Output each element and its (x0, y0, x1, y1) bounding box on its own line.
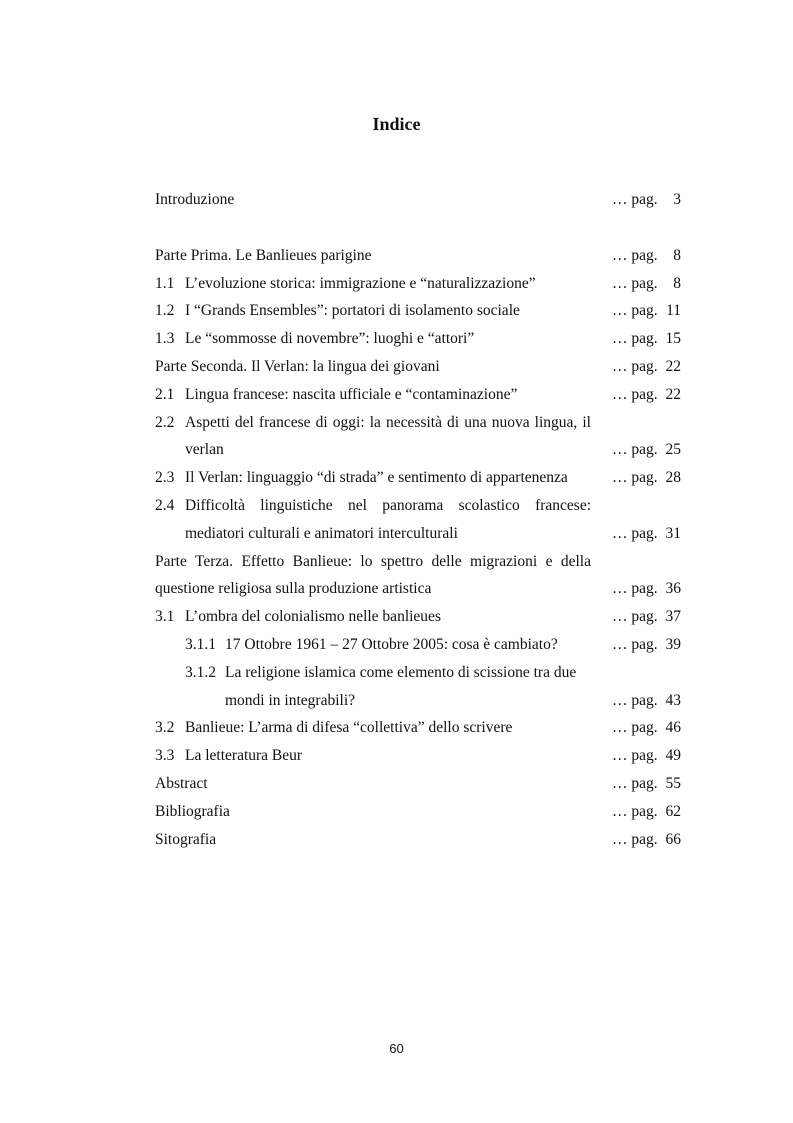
toc-entry-number: 3.3 (155, 747, 175, 765)
toc-entry-number: 2.2 (155, 413, 175, 431)
toc-entry-title: questione religiosa sulla produzione artistica (155, 580, 432, 598)
toc-entry (155, 520, 681, 548)
toc-entry (155, 464, 681, 492)
toc-entry (155, 325, 681, 353)
toc-entry (155, 575, 681, 603)
toc-entry (155, 714, 681, 742)
toc-entry-title: Bibliografia (155, 802, 230, 820)
toc-entry-number: 1.3 (155, 330, 175, 348)
page-ref: 49 (665, 747, 681, 765)
toc-entry-title: L’ombra del colonialismo nelle banlieues (185, 608, 441, 626)
page-label: … pag. (612, 330, 658, 348)
toc-entry-title: La religione islamica come elemento di scissione tra due (225, 663, 577, 681)
toc-entry-title: Abstract (155, 774, 208, 792)
page-title: Indice (372, 114, 421, 134)
toc-entry-page (612, 381, 681, 409)
page-ref: 43 (665, 691, 681, 709)
toc-entry-number: 3.1.1 (185, 635, 216, 653)
page-ref: 36 (665, 580, 681, 598)
toc-entry (155, 297, 681, 325)
page-label: … pag. (612, 357, 658, 375)
toc-entry-title: Le “sommosse di novembre”: luoghi e “attori” (185, 330, 475, 348)
toc-entry-title: Parte Seconda. Il Verlan: la lingua dei giovani (155, 357, 440, 375)
toc-entry (155, 659, 681, 687)
toc-entry-title: Banlieue: L’arma di difesa “collettiva” dello scrivere (185, 719, 513, 737)
page-ref: 8 (673, 274, 681, 292)
toc-entry-number: 2.4 (155, 496, 175, 514)
toc-entry-title: mediatori culturali e animatori interculturali (185, 524, 458, 542)
toc-entry (155, 492, 681, 520)
toc-entry-page (612, 270, 681, 298)
toc-entry-title: Parte Prima. Le Banlieues parigine (155, 246, 372, 264)
toc-entry-page (612, 714, 681, 742)
page-label: … pag. (612, 747, 658, 765)
toc-entry-page (612, 742, 681, 770)
toc-entry-title: Lingua francese: nascita ufficiale e “contaminazione” (185, 385, 518, 403)
page-label: … pag. (612, 524, 658, 542)
toc-entry-page (612, 603, 681, 631)
page-ref: 3 (673, 191, 681, 208)
page-ref: 55 (665, 774, 681, 792)
page-ref: 46 (665, 719, 681, 737)
toc-entry-title: mondi in integrabili? (225, 691, 356, 709)
toc-entry-title: L’evoluzione storica: immigrazione e “naturalizzazione” (185, 274, 536, 292)
toc-entry-number: 1.2 (155, 302, 175, 320)
toc-entry-page (612, 297, 681, 325)
toc-entry (155, 270, 681, 298)
toc-entry-title: I “Grands Ensembles”: portatori di isolamento sociale (185, 302, 520, 320)
toc-entry-page (612, 353, 681, 381)
toc-entry (155, 826, 681, 854)
toc-entry (155, 742, 681, 770)
toc-entry-title: Sitografia (155, 830, 217, 848)
toc-entry-page (612, 520, 681, 548)
page-ref: 66 (665, 830, 681, 848)
page-label: … pag. (612, 719, 658, 737)
page-label: … pag. (612, 274, 658, 292)
toc-entry-number: 3.1.2 (185, 663, 216, 681)
toc-entry (155, 770, 681, 798)
page-ref: 28 (665, 469, 681, 487)
toc-entry (155, 548, 681, 576)
toc-entry (155, 436, 681, 464)
page-label: … pag. (612, 246, 658, 264)
toc-entry (155, 381, 681, 409)
page-label: … pag. (612, 385, 658, 403)
page-label: … pag. (612, 774, 658, 792)
page-label: … pag. (612, 830, 658, 848)
page-label: … pag. (612, 608, 658, 626)
toc-entry-title: La letteratura Beur (185, 747, 303, 765)
page-ref: 39 (665, 635, 681, 653)
toc-entry-number: 2.3 (155, 469, 175, 487)
page-ref: 8 (673, 246, 681, 264)
toc-entry-page (612, 631, 681, 659)
toc-entry-page (612, 186, 681, 214)
page-label: … pag. (612, 691, 658, 709)
toc-spacer (155, 214, 681, 242)
toc-entry (155, 186, 681, 214)
page-ref: 62 (665, 802, 681, 820)
page-label: … pag. (612, 191, 658, 208)
toc-entry-page (612, 464, 681, 492)
toc-entry (155, 687, 681, 715)
toc-entry-title: Difficoltà linguistiche nel panorama scolastico francese: (185, 496, 591, 514)
page-ref: 31 (665, 524, 681, 542)
toc-entry (155, 631, 681, 659)
toc-entry (155, 798, 681, 826)
page-ref: 11 (666, 302, 681, 320)
page-ref: 22 (665, 385, 681, 403)
page-label: … pag. (612, 302, 658, 320)
toc-entry-title: 17 Ottobre 1961 – 27 Ottobre 2005: cosa è cambiato? (225, 635, 558, 653)
toc-entry-page (612, 436, 681, 464)
toc-entry-page (612, 575, 681, 603)
page-label: … pag. (612, 469, 658, 487)
toc-entry-title: Aspetti del francese di oggi: la necessità di una nuova lingua, il (185, 413, 591, 431)
page-ref: 25 (665, 441, 681, 459)
toc-entry-page (612, 798, 681, 826)
toc-entry-page (612, 687, 681, 715)
toc-entry (155, 353, 681, 381)
page-number: 60 (389, 1041, 404, 1056)
toc-entry-number: 2.1 (155, 385, 175, 403)
page-label: … pag. (612, 635, 658, 653)
toc-entry-number: 3.1 (155, 608, 175, 626)
toc-entry (155, 603, 681, 631)
toc-entry-number: 1.1 (155, 274, 175, 292)
page-ref: 37 (665, 608, 681, 626)
toc-entry-number: 3.2 (155, 719, 175, 737)
toc-entry-page (612, 325, 681, 353)
toc-entry-page (612, 242, 681, 270)
page-label: … pag. (612, 802, 658, 820)
table-of-contents (155, 186, 681, 853)
toc-entry (155, 242, 681, 270)
toc-entry-page (612, 826, 681, 854)
toc-entry (155, 409, 681, 437)
page-label: … pag. (612, 441, 658, 459)
toc-entry-page (612, 770, 681, 798)
page-ref: 22 (665, 357, 681, 375)
toc-entry-title: Parte Terza. Effetto Banlieue: lo spettro delle migrazioni e della (155, 552, 591, 570)
page-ref: 15 (665, 330, 681, 348)
toc-entry-title: Introduzione (155, 191, 235, 208)
toc-entry-title: Il Verlan: linguaggio “di strada” e sentimento di appartenenza (185, 469, 568, 487)
toc-entry-title: verlan (185, 441, 224, 459)
page-label: … pag. (612, 580, 658, 598)
